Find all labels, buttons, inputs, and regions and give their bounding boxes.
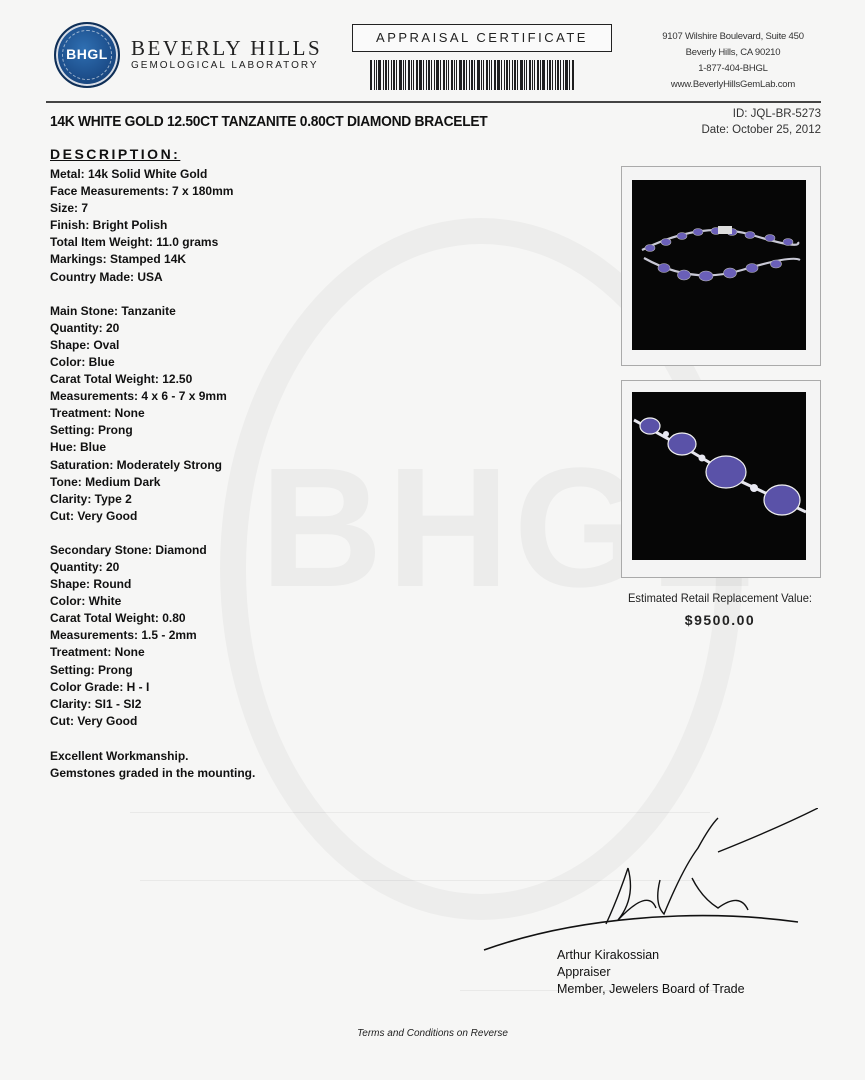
terms-footer: Terms and Conditions on Reverse [357, 1028, 508, 1039]
spec-line: Measurements: 4 x 6 - 7 x 9mm [50, 389, 227, 404]
bracelet-photo-full [632, 180, 806, 350]
signer-title: Appraiser [557, 965, 611, 979]
spec-line: Size: 7 [50, 201, 89, 216]
header-divider [46, 101, 821, 103]
spec-line: Color Grade: H - I [50, 679, 150, 694]
valuation-label: Estimated Retail Replacement Value: [627, 591, 813, 605]
signer-block [557, 947, 745, 998]
logo-abbr: BHGL [66, 46, 108, 62]
spec-line: Quantity: 20 [50, 320, 120, 335]
description-heading: DESCRIPTION: [50, 146, 181, 162]
certificate-title: APPRAISAL CERTIFICATE [376, 30, 588, 45]
signer-name: Arthur Kirakossian [557, 948, 660, 962]
specification-list [50, 166, 370, 730]
certificate-meta [701, 106, 821, 138]
spec-line: Carat Total Weight: 0.80 [50, 611, 186, 626]
spec-line: Cut: Very Good [50, 713, 138, 728]
brand-name: BEVERLY HILLS [131, 36, 323, 60]
address-website: www.BeverlyHillsGemLab.com [670, 79, 796, 90]
note-line: Excellent Workmanship. [50, 749, 189, 763]
spec-line: Setting: Prong [50, 423, 133, 438]
spec-line: Clarity: SI1 - SI2 [50, 696, 142, 711]
spec-line: Setting: Prong [50, 662, 133, 677]
note-line: Gemstones graded in the mounting. [50, 766, 256, 780]
spec-line: Finish: Bright Polish [50, 218, 168, 233]
barcode [370, 60, 602, 90]
address-phone: 1-877-404-BHGL [698, 63, 768, 74]
brand-subtitle: GEMOLOGICAL LABORATORY [131, 60, 319, 71]
bracelet-photo-closeup [632, 392, 806, 560]
spec-line: Quantity: 20 [50, 559, 120, 574]
address-city: Beverly Hills, CA 90210 [685, 47, 781, 58]
spec-line: Shape: Round [50, 577, 132, 592]
spec-line: Main Stone: Tanzanite [50, 303, 176, 318]
certificate-title-box [352, 24, 612, 52]
spec-line: Treatment: None [50, 645, 145, 660]
valuation-value: $9500.00 [684, 612, 756, 628]
spec-line: Hue: Blue [50, 440, 107, 455]
spec-line: Face Measurements: 7 x 180mm [50, 184, 234, 199]
spec-line: Shape: Oval [50, 337, 120, 352]
spec-line: Cut: Very Good [50, 508, 138, 523]
spec-line: Markings: Stamped 14K [50, 252, 187, 267]
spec-line: Measurements: 1.5 - 2mm [50, 628, 197, 643]
spec-line: Clarity: Type 2 [50, 491, 132, 506]
bhgl-logo-seal [54, 22, 120, 88]
lab-address [623, 29, 843, 93]
signer-membership: Member, Jewelers Board of Trade [557, 982, 745, 996]
spec-line: Treatment: None [50, 406, 145, 421]
spec-line: Color: White [50, 594, 122, 609]
spec-line: Country Made: USA [50, 269, 163, 284]
spec-line: Metal: 14k Solid White Gold [50, 167, 208, 181]
certificate-id: ID: JQL-BR-5273 [732, 108, 821, 120]
item-title: 14K WHITE GOLD 12.50CT TANZANITE 0.80CT DIAMOND BRACELET [50, 113, 488, 130]
certificate-date: Date: October 25, 2012 [701, 124, 821, 136]
spec-line: Tone: Medium Dark [50, 474, 161, 489]
address-street: 9107 Wilshire Boulevard, Suite 450 [662, 31, 804, 42]
spec-line: Color: Blue [50, 354, 115, 369]
appraiser-signature [478, 808, 818, 958]
spec-line: Carat Total Weight: 12.50 [50, 372, 193, 387]
spec-line: Secondary Stone: Diamond [50, 542, 207, 557]
spec-line: Saturation: Moderately Strong [50, 457, 223, 472]
spec-line: Total Item Weight: 11.0 grams [50, 235, 219, 250]
workmanship-notes [50, 748, 255, 782]
